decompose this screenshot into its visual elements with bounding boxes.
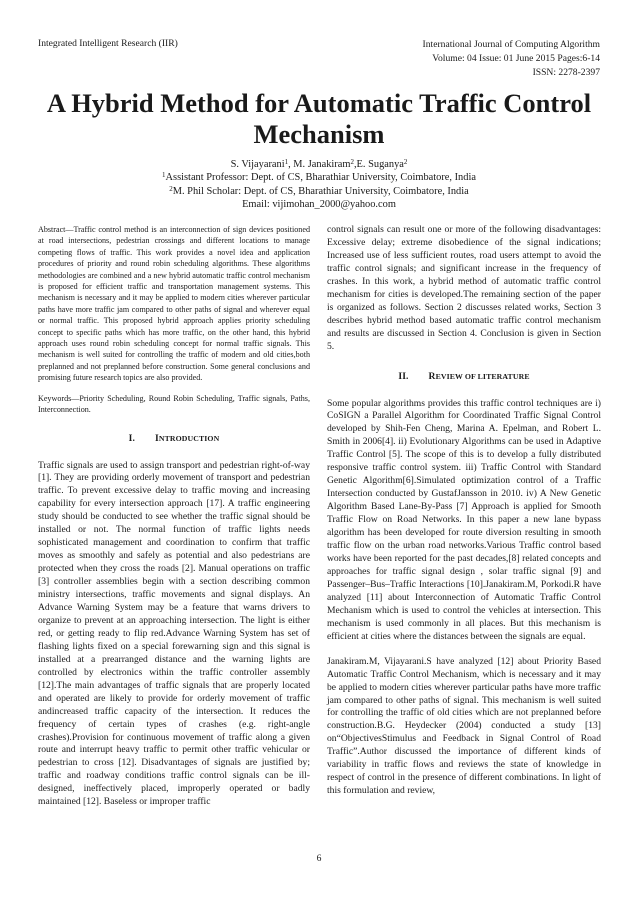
author-2-sup: 2 xyxy=(350,158,354,166)
right-column xyxy=(327,224,601,798)
affiliation-1 xyxy=(60,171,578,184)
author-3-sup: 2 xyxy=(403,158,408,166)
abstract: Abstract—Traffic control method is an interconnection of sign devices positioned at road intersections, pedestrian crossings and different locations to manage competing flows of traffic. This work provides a novel idea and application procedures of priority and round robin scheduling algorithms. These algorithms methodologies are combined and a new hybrid automatic traffic control mechanism is proposed for efficient traffic and transportation management systems. This mechanism is necessary and it may be applied to modern cities wherever particular paths have more traffic jam compared to other paths of signal and wherever equal or normal traffic. This proposed hybrid approach applies priority scheduling concept to specific paths which has more traffic, on the other hand, this hybrid approach uses round robin scheduling concept for normal traffic signals. This mechanism is well suited for controlling the traffic of modern and old cities,both preplanned and not preplanned before construction. Some general conclusions and promising future research topics are also provided. xyxy=(38,225,310,383)
author-1: S. Vijayarani xyxy=(230,159,285,170)
affiliation-1-text: Assistant Professor: Dept. of CS, Bharathiar University, Coimbatore, India xyxy=(165,172,476,184)
section-heading-introduction xyxy=(38,433,310,444)
author-2: , M. Janakiram xyxy=(288,159,351,170)
section-number: I. xyxy=(128,432,136,444)
author-3: ,E. Suganya xyxy=(353,159,404,170)
journal-name: International Journal of Computing Algorithm xyxy=(422,39,600,50)
title-line-1: A Hybrid Method for Automatic Traffic Control xyxy=(46,88,592,118)
affiliation-2-sup: 2 xyxy=(169,184,173,193)
literature-paragraph-2: Janakiram.M, Vijayarani.S have analyzed [12] about Priority Based Automatic Traffic Control Mechanism, which is necessary and it may be applied to modern cities wherever particular paths have more traffic jam compared to other paths of signal. This mechanism is well suited for controlling the traffic of old cities which are not preplanned before construction.B.G. Heydecker (2004) conducted a study [13] on“ObjectivesStimulus and Feedback in Signal Control of Road Traffic”.Author discussed the importance of different kinds of variability in traffic flows and reviews the state of knowledge in respect of control in the presence of different combinations. In light of this formulation and review, xyxy=(327,655,601,797)
paragraph-gap xyxy=(327,644,601,656)
page-number: 6 xyxy=(316,853,322,864)
running-header-right xyxy=(300,38,600,80)
volume-info: Volume: 04 Issue: 01 June 2015 Pages:6-14 xyxy=(432,53,600,64)
section-initial: R xyxy=(428,370,436,382)
author-email: Email: vijimohan_2000@yahoo.com xyxy=(242,199,396,211)
section-number: II. xyxy=(398,370,409,382)
keywords: Keywords—Priority Scheduling, Round Robin Scheduling, Traffic signals, Paths, Interconnection. xyxy=(38,393,310,415)
section-initial: I xyxy=(155,432,159,444)
author-1-sup: 1 xyxy=(284,158,289,166)
section-title-rest: NTRODUCTION xyxy=(158,433,220,443)
title-line-2: Mechanism xyxy=(253,119,385,149)
affiliation-2-text: M. Phil Scholar: Dept. of CS, Bharathiar University, Coimbatore, India xyxy=(172,185,469,197)
affiliation-1-sup: 1 xyxy=(162,171,166,180)
running-header-left: Integrated Intelligent Research (IIR) xyxy=(38,38,178,49)
left-column xyxy=(38,224,310,809)
paper-title xyxy=(30,88,608,150)
issn: ISSN: 2278-2397 xyxy=(532,67,600,78)
section-heading-review xyxy=(327,371,601,382)
introduction-paragraph: Traffic signals are used to assign transport and pedestrian right-of-way [1]. They are providing orderly movement of transport and pedestrian traffic. To prevent excessive delay to traffic moving and increasing capability for every intersection approach [17]. A traffic engineering study should be conducted to see whether the traffic signal should be installed or not. The normal function of traffic lights needs sophisticated management and coordination to confirm that traffic moves as smoothly and safely as potential and also pedestrians are protected when they cross the roads [2]. Manual operations on traffic [3] controller assemblies begin with a section describing common ministry intersections, traffic movements and signal displays. An Advance Warning System may be a feature that warns drivers to organize to prevent at an approaching intersection. The light is either red, or getting ready to flip red.Advance Warning System has set of flashing lights fixed on a special forewarning sign and this signal is installed at a prearranged distance and the warning lights are controlled by electronics within the traffic controller assembly [12].The main advantages of traffic signals that are properly located and operated are likely to provide for orderly movement of traffic andincreased traffic capacity of the intersection. It reduces the frequency of certain types of crashes (e.g. right-angle crashes).Provision for continuous movement of traffic along a given route and interrupt heavy traffic to permit other traffic vehicular or pedestrian to cross [12]. Disadvantages of signals are justified by; traffic and roadway conditions traffic control signals can be ill-designed, ineffectively placed, improperly operated or badly maintained [12]. Baseless or improper traffic xyxy=(38,459,310,808)
author-block xyxy=(60,158,578,212)
author-names xyxy=(60,158,578,171)
literature-paragraph-1: Some popular algorithms provides this traffic control techniques are i) CoSIGN a Parallel Algorithm for Coordinated Traffic Signal Control developed by Shih-Fen Cheng, Marina A. Epelman, and Robert L. Smith in 2006[4]. ii) Evolutionary Algorithms can be used in Adaptive Traffic Control [5]. The scope of this is to develop a fully distributed responsive traffic control system. iii) Traffic Control with Standard Genetic Algorithm[6].Simulated optimization control of a Traffic Intersection conducted by GustafJansson in 2010. iv) A New Genetic Algorithm Based Lane-By-Pass [7] Approach is applied for Smooth Traffic Flow on Road Networks. In this paper a new lane bypass algorithm has been developed for route diversion resulting in smooth traffic flow on the urban road networks.Various Traffic control based works have been reported for the past decades,[8] related concepts and approaches for traffic signal design , solar traffic signal [9] and Passenger–Bus–Traffic Interactions [10].Janakiram.M, Porkodi.R have analyzed [11] about Interconnection of Automatic Traffic Control Mechanism which is used to control the vehicles at intersection. This mechanism is used commonly in all places. But this mechanism is efficient at cities where the distances between the signals are equal. xyxy=(327,397,601,642)
section-title-rest: EVIEW OF LITERATURE xyxy=(435,371,530,381)
intro-continuation-paragraph: control signals can result one or more of the following disadvantages: Excessive delay; extreme disobedience of the signal indications; Increased use of less sufficient routes, road users attempt to avoid the traffic control signals; and significant increase in the frequency of crashes. In this work, a hybrid method of automatic traffic control mechanism for cities is developed.The remaining section of the paper is organized as follows. Section 2 discusses related works, Section 3 describes hybrid method based automatic traffic control mechanism and results are discussed in Section 4. Conclusion is given in Section 5. xyxy=(327,224,601,352)
affiliation-2 xyxy=(60,185,578,198)
